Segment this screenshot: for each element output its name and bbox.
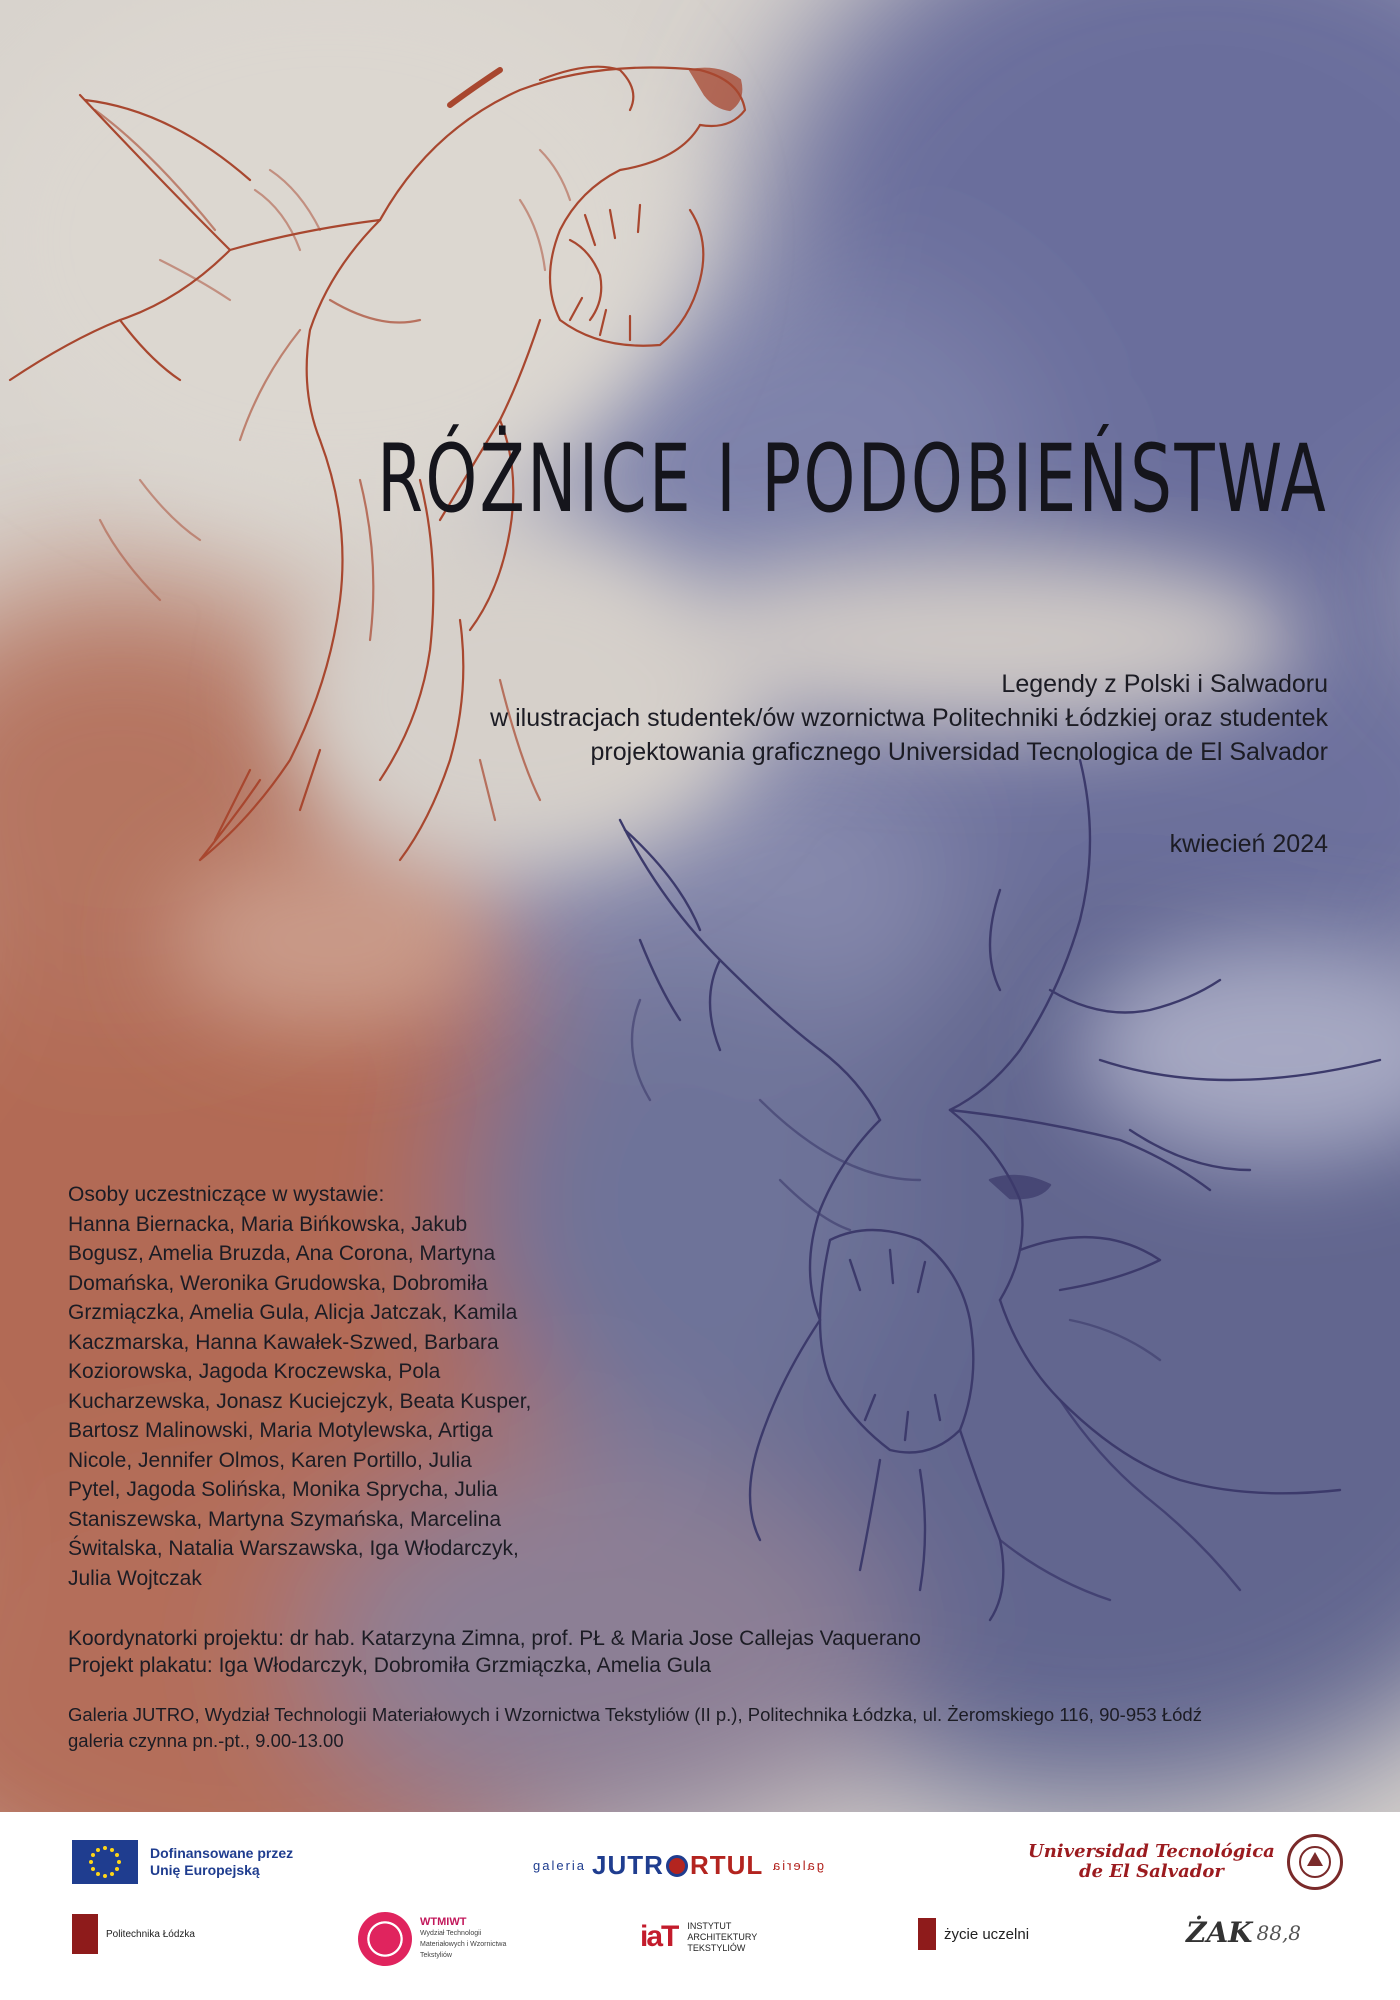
participants-line: Kucharzewska, Jonasz Kuciejczyk, Beata Kusper, bbox=[68, 1389, 532, 1413]
politechnika-lodzka-logo bbox=[72, 1914, 195, 1954]
sponsor-logos-bar bbox=[0, 1812, 1400, 2000]
utec-text-line: Universidad Tecnológica bbox=[1028, 1841, 1275, 1862]
jutro-word-part: JUTR bbox=[592, 1850, 664, 1880]
zu-name: życie uczelni bbox=[944, 1925, 1030, 1943]
wtm-circle-icon bbox=[358, 1912, 412, 1966]
jutro-word-part: RTUL bbox=[689, 1850, 764, 1880]
utec-logo bbox=[1028, 1834, 1343, 1890]
wtm-text bbox=[420, 1917, 510, 1961]
iat-mark-icon: iaT bbox=[640, 1920, 678, 1953]
participants-line: Staniszewska, Martyna Szymańska, Marcelina bbox=[68, 1507, 501, 1531]
jutro-prefix: galeria bbox=[533, 1858, 587, 1873]
participants-list bbox=[68, 1180, 588, 1593]
participants-line: Grzmiączka, Amelia Gula, Alicja Jatczak, Kamila bbox=[68, 1301, 518, 1324]
participants-line: Koziorowska, Jagoda Kroczewska, Pola bbox=[68, 1360, 441, 1383]
iat-logo bbox=[640, 1920, 757, 1954]
zycie-uczelni-logo bbox=[918, 1918, 1029, 1950]
subtitle-line: projektowania graficznego Universidad Tecnologica de El Salvador bbox=[590, 738, 1328, 766]
iat-text bbox=[687, 1921, 757, 1954]
zu-crest-icon bbox=[918, 1918, 936, 1950]
participants-line: Bogusz, Amelia Bruzda, Ana Corona, Martyna bbox=[68, 1242, 496, 1265]
participants-heading: Osoby uczestniczące w wystawie: bbox=[68, 1183, 385, 1206]
iat-text-line: INSTYTUT bbox=[687, 1920, 732, 1931]
venue-address: Galeria JUTRO, Wydział Technologii Materiałowych i Wzornictwa Tekstyliów (II p.), Politechnika Łódzka, ul. Żeromskiego 116, 90-953 Łódź bbox=[68, 1704, 1202, 1725]
eu-text-line: Unię Europejską bbox=[150, 1862, 260, 1878]
participants-line: Świtalska, Natalia Warszawska, Iga Włodarczyk, bbox=[68, 1537, 519, 1560]
venue-info bbox=[68, 1702, 1338, 1754]
opening-hours: galeria czynna pn.-pt., 9.00-13.00 bbox=[68, 1730, 344, 1751]
utec-seal-icon bbox=[1287, 1834, 1343, 1890]
participants-line: Domańska, Weronika Grudowska, Dobromiła bbox=[68, 1271, 488, 1295]
participants-line: Kaczmarska, Hanna Kawałek-Szwed, Barbara bbox=[68, 1330, 499, 1354]
iat-text-line: ARCHITEKTURY bbox=[687, 1931, 758, 1942]
jutro-suffix: galeria bbox=[771, 1858, 825, 1873]
radio-zak-logo bbox=[1186, 1916, 1301, 1949]
participants-line: Hanna Biernacka, Maria Bińkowska, Jakub bbox=[68, 1212, 468, 1236]
poster-design-text: Projekt plakatu: Iga Włodarczyk, Dobromiła Grzmiączka, Amelia Gula bbox=[68, 1654, 712, 1677]
poster-title: RÓŻNICE I PODOBIEŃSTWA bbox=[377, 425, 1328, 534]
utec-text bbox=[1028, 1842, 1275, 1882]
eu-text bbox=[150, 1845, 293, 1879]
subtitle-line: Legendy z Polski i Salwadoru bbox=[1001, 670, 1328, 698]
wtmiwt-logo bbox=[358, 1912, 510, 1966]
participants-line: Nicole, Jennifer Olmos, Karen Portillo, Julia bbox=[68, 1448, 472, 1472]
iat-text-line: TEKSTYLIÓW bbox=[687, 1942, 746, 1953]
subtitle-line: w ilustracjach studentek/ów wzornictwa Politechniki Łódzkiej oraz studentek bbox=[490, 704, 1328, 732]
subtitle bbox=[228, 667, 1328, 769]
eu-flag-icon bbox=[72, 1840, 138, 1884]
eu-text-line: Dofinansowane przez bbox=[150, 1845, 294, 1861]
galeria-jutro-logo bbox=[533, 1850, 824, 1881]
coordinators-text: Koordynatorki projektu: dr hab. Katarzyna Zimna, prof. PŁ & Maria Jose Callejas Vaquerano bbox=[68, 1627, 921, 1650]
wtm-subtitle: Wydział Technologii Materiałowych i Wzornictwa Tekstyliów bbox=[420, 1930, 507, 1959]
participants-line: Bartosz Malinowski, Maria Motylewska, Artiga bbox=[68, 1419, 493, 1442]
pl-name: Politechnika Łódzka bbox=[106, 1928, 195, 1940]
eu-funding-logo bbox=[72, 1840, 293, 1884]
jutro-circle-icon bbox=[666, 1855, 688, 1877]
zak-frequency: 88,8 bbox=[1256, 1920, 1302, 1945]
wtm-title: WTMIWT bbox=[420, 1916, 467, 1928]
project-credits bbox=[68, 1625, 1318, 1679]
zak-name: ŻAK bbox=[1186, 1916, 1253, 1949]
participants-line: Pytel, Jagoda Solińska, Monika Sprycha, Julia bbox=[68, 1478, 498, 1501]
participants-line: Julia Wojtczak bbox=[68, 1566, 202, 1590]
jutro-wordmark bbox=[592, 1850, 763, 1881]
utec-text-line: de El Salvador bbox=[1079, 1861, 1224, 1882]
event-date: kwiecień 2024 bbox=[1169, 830, 1328, 858]
pl-crest-icon bbox=[72, 1914, 98, 1954]
